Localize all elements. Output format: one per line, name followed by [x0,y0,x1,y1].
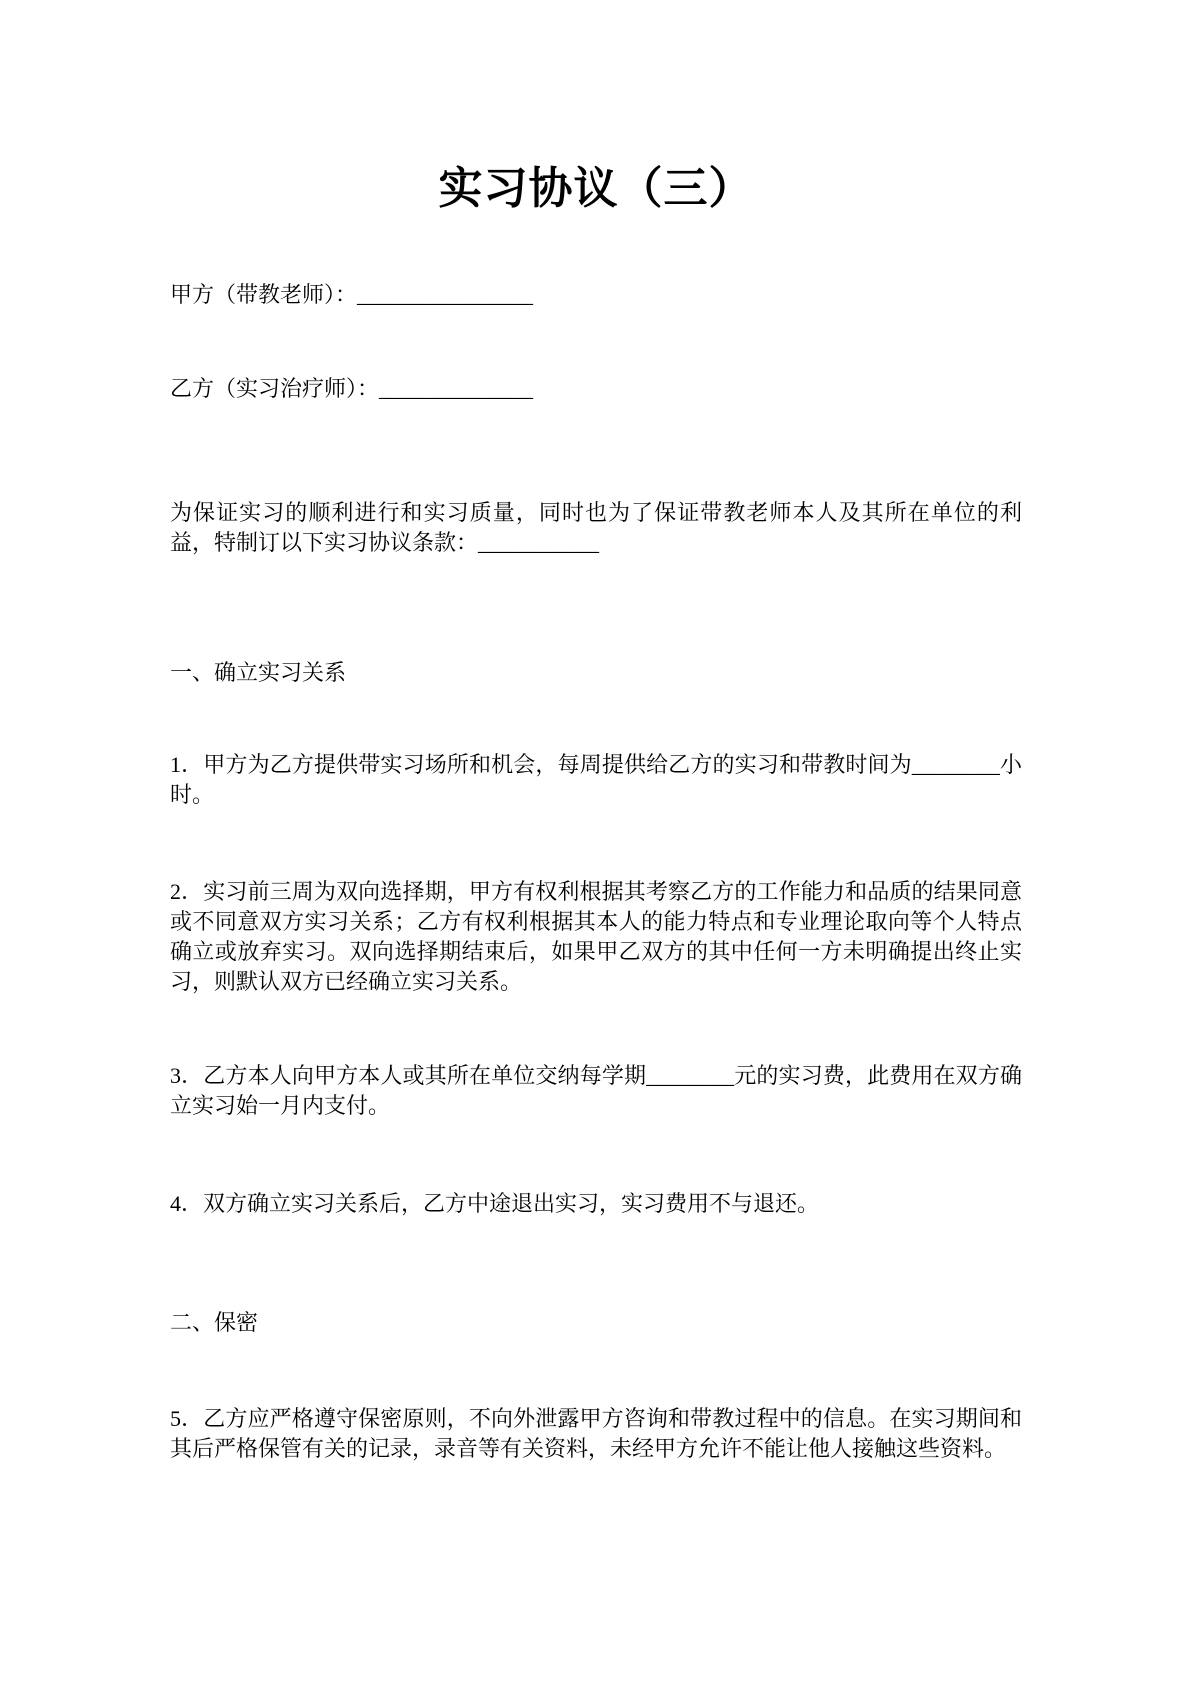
clause-1-text-before: 1．甲方为乙方提供带实习场所和机会，每周提供给乙方的实习和带教时间为 [170,752,912,777]
clause-1-blank-field: ________ [911,752,1000,777]
document-title: 实习协议（三） [438,164,754,213]
preamble-text: 为保证实习的顺利进行和实习质量，同时也为了保证带教老师本人及其所在单位的利益，特制订以下实习协议条款： [170,500,1022,555]
party-a-blank-field: ________________ [357,282,534,307]
party-b-blank-field: ______________ [379,376,534,401]
clause-3-blank-field: ________ [646,1063,735,1088]
party-a-label: 甲方（带教老师）： [170,282,358,307]
clause-1-text-after: 小时。 [170,752,1022,807]
clause-3-text-before: 3．乙方本人向甲方本人或其所在单位交纳每学期 [170,1063,647,1088]
clause-4-paragraph: 4．双方确立实习关系后，乙方中途退出实习，实习费用不与退还。 [170,1191,820,1216]
preamble-paragraph [170,498,1022,558]
party-a-line [170,280,1022,310]
clause-3-text-after: 元的实习费，此费用在双方确立实习始一月内支付。 [170,1063,1022,1118]
section-2-heading: 二、保密 [170,1310,259,1335]
party-b-label: 乙方（实习治疗师）： [170,376,380,401]
document-content [0,160,1190,1464]
clause-2-paragraph: 2．实习前三周为双向选择期，甲方有权利根据其考察乙方的工作能力和品质的结果同意或不同意双方实习关系；乙方有权利根据其本人的能力特点和专业理论取向等个人特点确立或放弃实习。双向选择期结束后，如果甲乙双方的其中任何一方未明确提出终止实习，则默认双方已经确立实习关系。 [170,879,1022,994]
preamble-blank-field: ___________ [478,530,600,555]
clause-5-paragraph: 5．乙方应严格遵守保密原则，不向外泄露甲方咨询和带教过程中的信息。在实习期间和其后严格保管有关的记录，录音等有关资料，未经甲方允许不能让他人接触这些资料。 [170,1406,1022,1461]
clause-1-paragraph [170,750,1022,810]
section-1-heading: 一、确立实习关系 [170,660,347,685]
party-b-line [170,374,1022,404]
clause-3-paragraph [170,1061,1022,1121]
